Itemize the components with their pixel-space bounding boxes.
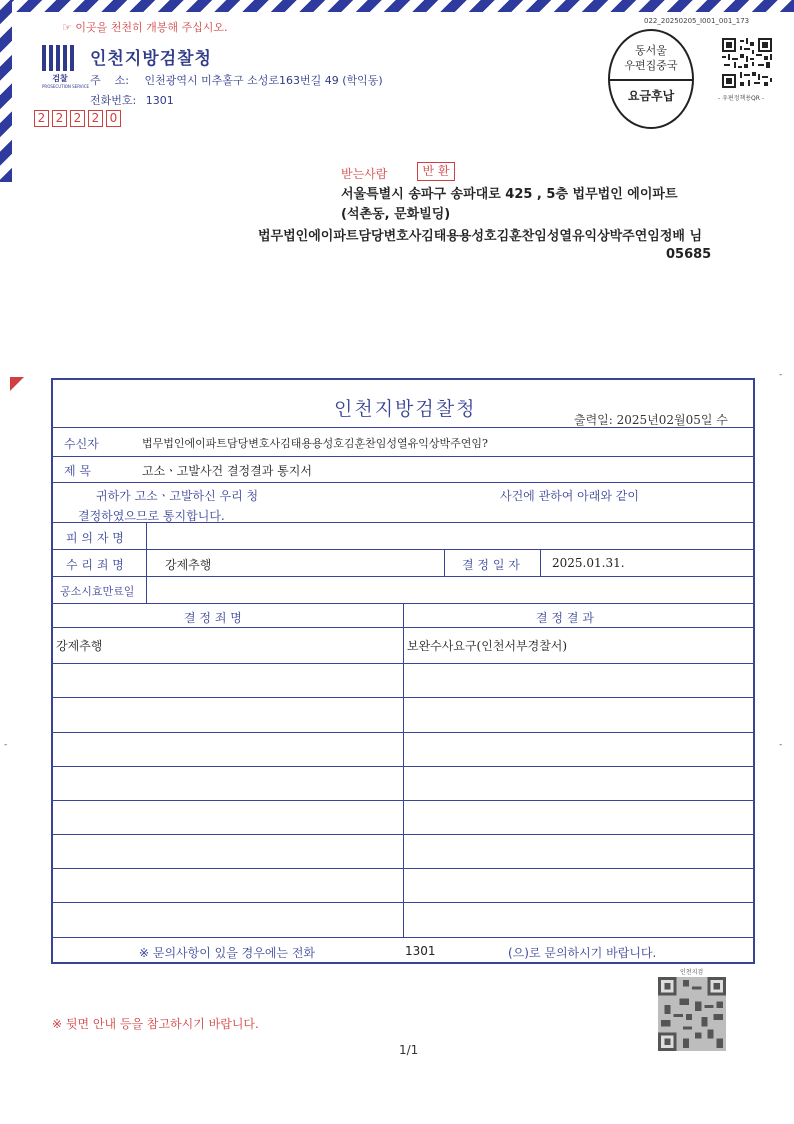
- to-label: 수신자: [64, 437, 99, 451]
- fold-corner-mark: [10, 377, 24, 391]
- rule-line: [52, 937, 754, 938]
- limitation-label: 공소시효만료일: [60, 585, 135, 598]
- rule-line: [146, 522, 147, 603]
- sender-address-value: 인천광역시 미추홀구 소성로163번길 49 (학익동): [144, 74, 383, 87]
- zip-digit: 2: [70, 110, 85, 127]
- postmark-line-2: 우편집중국: [624, 59, 678, 72]
- fold-mark-right-top: -: [779, 370, 783, 380]
- recipient-address: 서울특별시 송파구 송파대로 425 , 5층 법무법인 에이파트 (석촌동, 문화빌딩): [341, 187, 678, 222]
- inquiry-tel: 1301: [405, 944, 436, 958]
- rule-line: [403, 603, 404, 937]
- recipient-zip: 05685: [666, 247, 712, 262]
- col-decision-result: 결 정 결 과: [536, 611, 594, 625]
- zip-digit: 2: [88, 110, 103, 127]
- zip-digit: 2: [52, 110, 67, 127]
- postal-qr-label: - 우편정책용QR -: [718, 95, 765, 102]
- body-line-1b: 사건에 관하여 아래와 같이: [500, 489, 639, 503]
- inquiry-note: ※ 문의사항이 있을 경우에는 전화: [139, 946, 316, 960]
- zip-digit: 0: [106, 110, 121, 127]
- inquiry-note-end: (으)로 문의하시기 바랍니다.: [508, 946, 657, 960]
- zip-digit: 2: [34, 110, 49, 127]
- bottom-qr-label: 인천지검: [680, 969, 704, 976]
- logo-korean-text: 검찰: [52, 74, 68, 83]
- body-line-1a: 귀하가 고소ㆍ고발하신 우리 청: [96, 489, 259, 503]
- sender-tel-value: 1301: [145, 94, 174, 107]
- fold-mark-left: -: [4, 740, 8, 750]
- subject-label: 제 목: [64, 464, 91, 478]
- charge-label: 수 리 죄 명: [66, 558, 124, 572]
- logo-english-text: PROSECUTION SERVICE: [42, 84, 90, 89]
- decision-date-label: 결 정 일 자: [462, 558, 520, 572]
- sender-address-label: 주 소:: [90, 74, 129, 87]
- fold-mark-right-mid: -: [779, 740, 783, 750]
- rule-line: [52, 427, 754, 428]
- form-title: 인천지방검찰청: [334, 398, 477, 420]
- decision-date-value: 2025.01.31.: [552, 556, 625, 570]
- back-page-notice: ※ 뒷면 안내 등을 참고하시기 바랍니다.: [52, 1017, 259, 1031]
- rule-line: [52, 482, 754, 483]
- to-value: 법무법인에이파트담당변호사김태용용성호김훈찬임성열유익상박주연임?: [142, 437, 488, 450]
- prosecution-logo: [42, 45, 90, 89]
- sender-tel: [90, 92, 174, 108]
- rule-line: [540, 549, 541, 576]
- col-decided-charge: 결 정 죄 명: [184, 611, 242, 625]
- sender-tel-label: 전화번호:: [90, 94, 137, 107]
- recipient-name: 법무법인에이파트담당변호사김태용용성호김훈찬임성열유익상박주연임정배 님: [258, 229, 703, 244]
- rule-line: [52, 576, 754, 577]
- postmark-line-1: 동서울: [635, 44, 667, 57]
- rule-line: [52, 549, 754, 550]
- recipient-label: 받는사람: [341, 167, 388, 181]
- rule-line: [52, 456, 754, 457]
- open-carefully-notice: ☞ 이곳을 천천히 개봉해 주십시오.: [62, 21, 228, 34]
- airmail-stripe-left: [0, 0, 12, 182]
- postmark-line-3: 요금후납: [627, 89, 675, 103]
- return-box: 반 환: [417, 162, 455, 181]
- charge-value: 강제추행: [165, 558, 212, 572]
- page-number: 1/1: [399, 1043, 419, 1057]
- document-id: 022_20250205_I001_001_173: [644, 17, 750, 25]
- airmail-stripe-top: [0, 0, 794, 12]
- printed-date: 출력일: 2025년02월05일 수: [574, 413, 728, 427]
- row-charge: 강제추행: [56, 639, 103, 653]
- sender-zip-boxes: [34, 110, 121, 127]
- row-result: 보완수사요구(인천서부경찰서): [407, 639, 568, 653]
- suspect-label: 피 의 자 명: [66, 531, 124, 545]
- verification-qr-code-icon: [658, 977, 726, 1051]
- body-line-2: 결정하였으므로 통지합니다.: [78, 509, 225, 523]
- subject-value: 고소ㆍ고발사건 결정결과 통지서: [142, 464, 312, 478]
- sender-address: [90, 72, 383, 88]
- rule-line: [444, 549, 445, 576]
- postmark-stamp: [608, 29, 694, 129]
- postal-qr-code-icon: [722, 38, 772, 88]
- sender-office-name: 인천지방검찰청: [90, 49, 212, 69]
